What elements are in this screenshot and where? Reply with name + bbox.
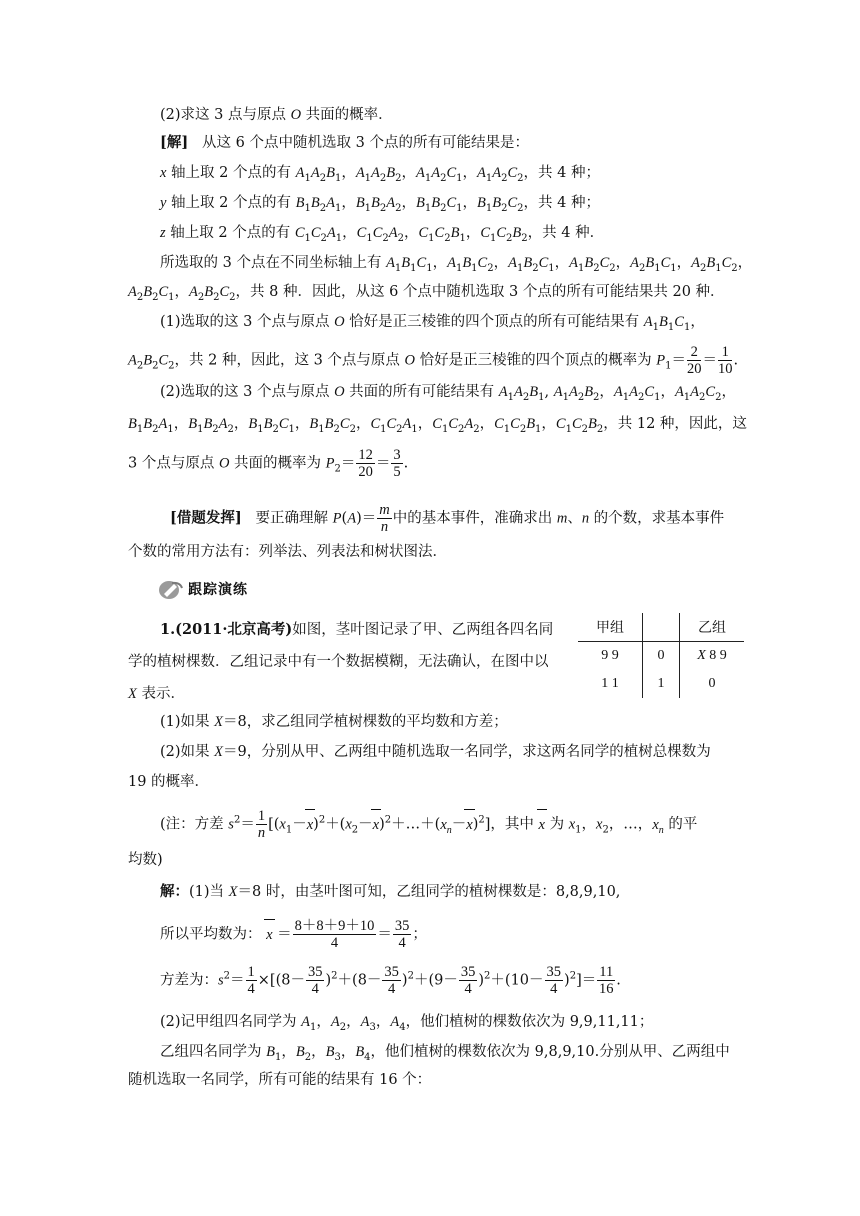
tip-line-2: 个数的常用方法有：列举法、列表法和树状图法． [128, 544, 447, 560]
y-axis-line: y 轴上取 2 个点的有 $B_1B_2A_1$，$B_1B_2A_2$，$B_1B_2C_1$，$B_1B_2C_2$，共 4 种； [160, 195, 600, 214]
exercise-1-line-1: 1.(2011·北京高考)如图，茎叶图记录了甲、乙两组各四名同 [160, 621, 554, 638]
stem-header-group-a: 甲组 [596, 621, 624, 636]
part1-line-2: $A_2B_2C_2$，共 2 种，因此，这 3 个点与原点 O 恰好是正三棱锥的四个顶点的概率为 $P_1=$ $\frac{2}{20}$ ＝ $\frac{1}{10}$ . [128, 344, 739, 377]
exercise-1-question-2-line-2: 19 的概率． [128, 774, 210, 790]
exercise-1-line-2: 学的植树棵数．乙组记录中有一个数据模糊，无法确认，在图中以 [128, 654, 549, 670]
question-2: (2)求这 3 点与原点 O 共面的概率． [160, 107, 393, 123]
x-axis-line: x 轴上取 2 个点的有 $A_1A_2B_1$，$A_1A_2B_2$，$A_1A_2C_1$，$A_1A_2C_2$，共 4 种； [160, 165, 600, 184]
z-axis-line: z 轴上取 2 个点的有 $C_1C_2A_1$，$C_1C_2A_2$，$C_1C_2B_1$，$C_1C_2B_2$，共 4 种． [160, 225, 605, 244]
stem-row-1-stem: 1 [643, 670, 680, 698]
stem-row-1-leaves-a: 1 1 [601, 676, 619, 691]
part2-line-1: (2)选取的这 3 个点与原点 O 共面的所有可能结果有 $A_1A_2B_1$, $A_1A_2B_2$，$A_1A_2C_1$，$A_1A_2C_2$， [160, 384, 736, 403]
part1-line-1: (1)选取的这 3 个点与原点 O 恰好是正三棱锥的四个顶点的所有可能结果有 $A_1B_1C_1$， [160, 314, 705, 333]
part2-line-3: 3 个点与原点 O 共面的概率为 $P_2=$ $\frac{12}{20}$ ＝ $\frac{3}{5}$ . [128, 447, 409, 480]
exercise-1-question-1: (1)如果 X＝8，求乙组同学植树棵数的平均数和方差； [160, 714, 508, 730]
stem-leaf-table [578, 613, 744, 698]
exercise-1-question-2-line-1: (2)如果 X＝9，分别从甲、乙两组中随机选取一名同学，求这两名同学的植树总棵数为 [160, 744, 711, 760]
note-line-1: (注：方差 $s^2=$ $\frac{1}{n}$ $[(x_1-x)^2+(x_2-x)^2+\dots+(x_n-x)^2]$，其中 x 为 $x_1$，$x_2$，…，$x_n$ 的平 [160, 808, 698, 841]
answer-2-line-2: 乙组四名同学为 $B_1$，$B_2$，$B_3$，$B_4$，他们植树的棵数依次为 9,8,9,10.分别从甲、乙两组中 [160, 1044, 730, 1063]
exercise-1-line-3: X 表示． [128, 686, 185, 702]
solution-lead: [解] 从这 6 个点中随机选取 3 个点的所有可能结果是： [160, 134, 529, 151]
stem-row-1-leaves-b: 0 [708, 676, 716, 691]
pen-badge-icon [158, 580, 184, 600]
different-axes-line-1: 所选取的 3 个点在不同坐标轴上有 $A_1B_1C_1$，$A_1B_1C_2$，$A_1B_2C_1$，$A_1B_2C_2$，$A_2B_1C_1$，$A_2B_1C_2$， [160, 255, 753, 274]
stem-row-0-stem: 0 [643, 642, 680, 671]
answer-mean: 所以平均数为： x ＝ $\frac{8+8+9+10}{4}$ ＝ $\frac{35}{4}$ ； [160, 918, 427, 951]
tip-line-1: [借题发挥] 要正确理解 P(A)＝ $\frac{m}{n}$ 中的基本事件，准确求出 m、n 的个数，求基本事件 [170, 502, 725, 535]
answer-variance: 方差为：$s^2=$ $\frac{1}{4}$ ×[(8－ $\frac{35}{4}$ )$^2$＋(8－ $\frac{35}{4}$ )$^2$＋(9－ $\frac{35}{4}$ )$^2$＋(10－ $\frac{35}{4}$ )$^2$]＝ $\frac{11}{16}$ . [160, 964, 621, 997]
stem-row-0-leaves-a: 9 9 [601, 648, 619, 663]
section-title: 跟踪演练 [188, 582, 248, 598]
different-axes-line-2: $A_2B_2C_1$，$A_2B_2C_2$，共 8 种．因此，从这 6 个点中随机选取 3 个点的所有可能结果共 20 种． [128, 284, 725, 303]
stem-row-0-leaves-b: X 8 9 [697, 648, 727, 663]
answer-2-line-1: (2)记甲组四名同学为 $A_1$，$A_2$，$A_3$，$A_4$，他们植树的棵数依次为 9,9,11,11； [160, 1014, 654, 1033]
note-line-2: 均数) [128, 852, 163, 868]
answer-line-1: 解：(1)当 X＝8 时，由茎叶图可知，乙组同学的植树棵数是：8,8,9,10, [160, 883, 621, 900]
stem-header-stem [643, 613, 680, 642]
part2-line-2: $B_1B_2A_1$，$B_1B_2A_2$，$B_1B_2C_1$，$B_1B_2C_2$，$C_1C_2A_1$，$C_1C_2A_2$，$C_1C_2B_1$，$C_1C_2B_2$，共 12 种，因此，这 [128, 416, 747, 435]
answer-2-line-3: 随机选取一名同学，所有可能的结果有 16 个： [128, 1072, 432, 1088]
stem-header-group-b: 乙组 [698, 621, 726, 636]
